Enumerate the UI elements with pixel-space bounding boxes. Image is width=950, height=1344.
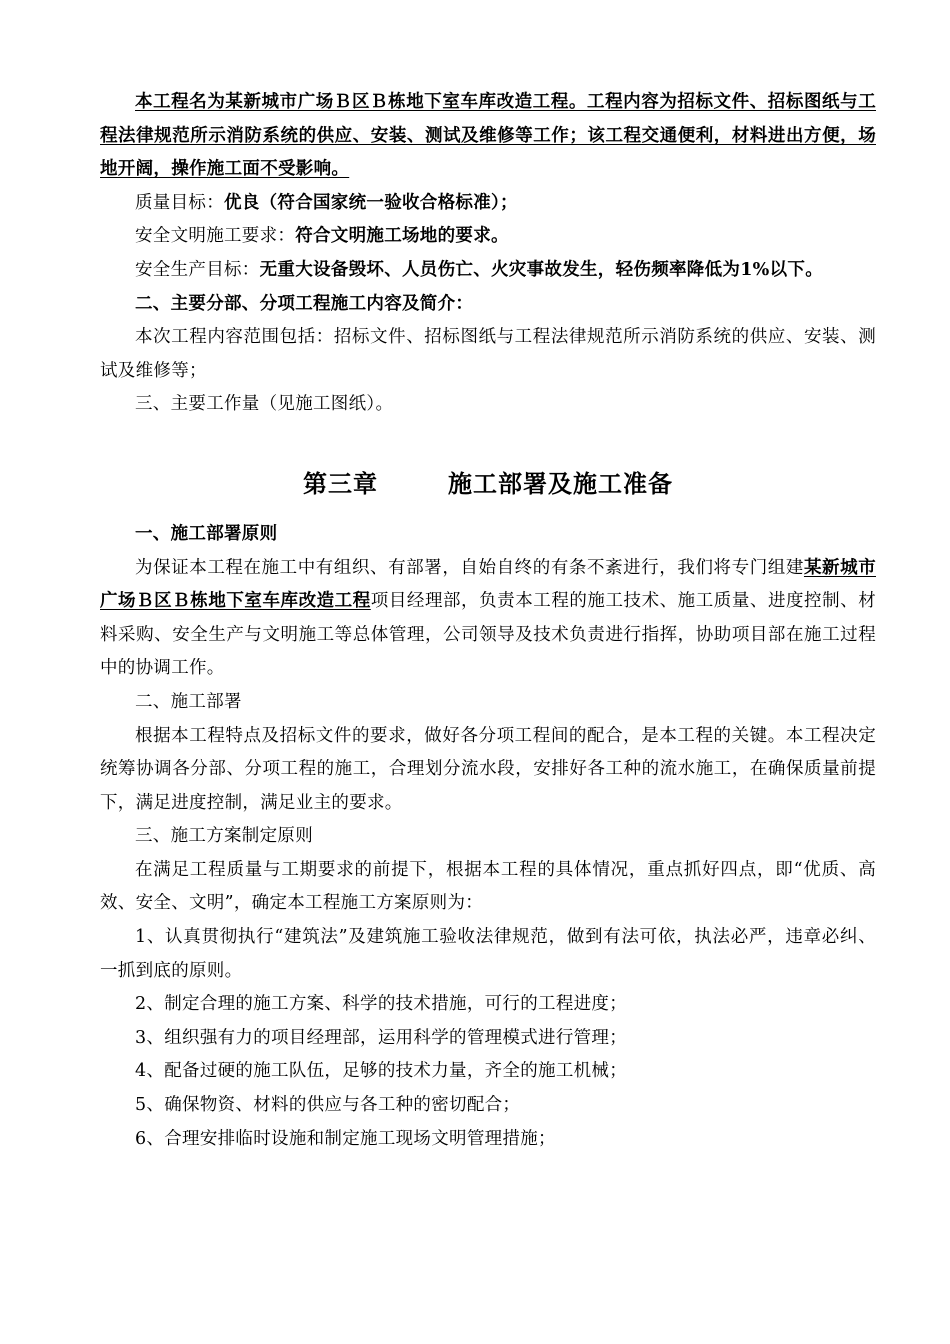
safety-civil-value: 符合文明施工场地的要求。 — [295, 226, 509, 247]
chapter-number: 第三章 — [303, 468, 378, 498]
section2-text: 本次工程内容范围包括：招标文件、招标图纸与工程法律规范所示消防系统的供应、安装、测试及维修等； — [100, 327, 876, 381]
quality-goal — [100, 187, 876, 221]
list-item: 4、配备过硬的施工队伍，足够的技术力量，齐全的施工机械； — [135, 1061, 628, 1082]
section3-heading: 三、主要工作量（见施工图纸）。 — [135, 394, 394, 415]
safety-production-goal — [100, 254, 876, 288]
project-name: 某新城市广场Ｂ区Ｂ栋地下室车库改造工程 — [100, 557, 876, 612]
quality-goal-label: 质量目标： — [135, 192, 224, 213]
ch3-s1-heading: 一、施工部署原则 — [135, 523, 278, 544]
safety-civil-label: 安全文明施工要求： — [135, 226, 296, 247]
ch3-s2-heading: 二、施工部署 — [135, 691, 242, 712]
safety-civil-requirement — [100, 220, 876, 254]
list-item: 1、认真贯彻执行“建筑法”及建筑施工验收法律规范，做到有法可依，执法必严，违章必纠、一抓到底的原则。 — [100, 927, 876, 981]
ch3-s2-text: 根据本工程特点及招标文件的要求，做好各分项工程间的配合，是本工程的关键。本工程决定统筹协调各分部、分项工程的施工，合理划分流水段，安排好各工种的流水施工，在确保质量前提下，满足进度控制，满足业主的要求。 — [100, 725, 876, 813]
intro-paragraph: 本工程名为某新城市广场Ｂ区Ｂ栋地下室车库改造工程。工程内容为招标文件、招标图纸与工程法律规范所示消防系统的供应、安装、测试及维修等工作；该工程交通便利，材料进出方便，场地开阔，操作施工面不受影响。 — [100, 92, 876, 180]
chapter-name: 施工部署及施工准备 — [448, 468, 673, 498]
ch3-s1-text-b: 项目经理部，负责本工程的施工技术、施工质量、进度控制、材料采购、安全生产与文明施工等总体管理，公司领导及技术负责进行指挥，协助项目部在施工过程中的协调工作。 — [100, 591, 877, 679]
ch3-s1-text — [100, 552, 876, 686]
list-item: 6、合理安排临时设施和制定施工现场文明管理措施； — [135, 1128, 556, 1149]
list-item: 5、确保物资、材料的供应与各工种的密切配合； — [135, 1095, 521, 1116]
ch3-s3-text: 在满足工程质量与工期要求的前提下，根据本工程的具体情况，重点抓好四点，即“优质、高效、安全、文明”，确定本工程施工方案原则为： — [100, 859, 876, 914]
ch3-s3-heading: 三、施工方案制定原则 — [135, 826, 313, 847]
list-item: 2、制定合理的施工方案、科学的技术措施，可行的工程进度； — [135, 994, 628, 1015]
ch3-s1-text-a: 为保证本工程在施工中有组织、有部署，自始自终的有条不紊进行，我们将专门组建 — [135, 557, 804, 578]
chapter-title — [100, 464, 876, 504]
list-item: 3、组织强有力的项目经理部，运用科学的管理模式进行管理； — [135, 1027, 628, 1048]
document-page — [100, 86, 876, 1156]
quality-goal-value: 优良（符合国家统一验收合格标准）； — [224, 192, 518, 213]
section2-heading: 二、主要分部、分项工程施工内容及简介： — [135, 293, 474, 314]
safety-production-label: 安全生产目标： — [135, 259, 260, 280]
safety-production-value: 无重大设备毁坏、人员伤亡、火灾事故发生，轻伤频率降低为1%以下。 — [259, 259, 824, 280]
